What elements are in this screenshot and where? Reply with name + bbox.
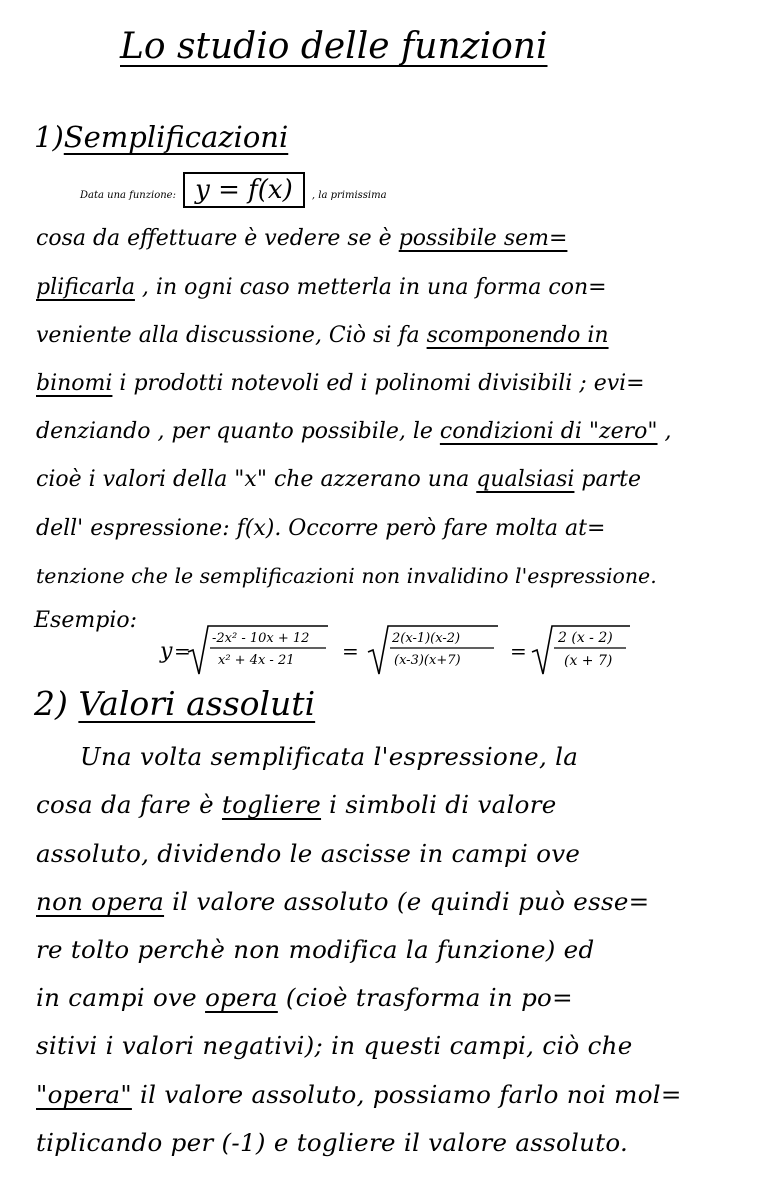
s2-line-2 xyxy=(36,790,736,819)
formula-eq-2: = xyxy=(510,639,527,663)
section-1-number: 1) xyxy=(34,120,64,154)
s1-line-5 xyxy=(36,371,736,396)
s1-line-3-post: , in ogni caso metterla in una forma con= xyxy=(134,275,607,300)
section-2-number: 2) xyxy=(34,684,68,723)
section-1-title: Semplificazioni xyxy=(63,120,289,154)
s2-line-2-underlined: togliere xyxy=(221,790,322,819)
s2-line-1-pre: Una volta semplificata l'espressione, la xyxy=(80,742,579,771)
s1-line-3 xyxy=(36,275,736,300)
formula-eq-0: = xyxy=(174,639,191,663)
s1-line-2 xyxy=(36,226,736,251)
s1-line-7 xyxy=(36,467,736,492)
section-1-heading xyxy=(34,120,288,154)
s2-line-2-pre: cosa da fare è xyxy=(36,790,222,819)
s1-line-4 xyxy=(36,323,736,348)
formula-svg xyxy=(160,618,640,682)
s2-line-6-post: (cioè trasforma in po= xyxy=(277,983,573,1012)
s2-line-9-pre: tiplicando per (-1) e togliere il valore assoluto. xyxy=(36,1128,629,1157)
s1-line-6 xyxy=(36,419,736,444)
s2-line-5-pre: re tolto perchè non modifica la funzione) ed xyxy=(36,935,595,964)
s2-line-8 xyxy=(36,1080,736,1109)
s1-line-1-post: , la primissima xyxy=(308,190,387,201)
section-2-title: Valori assoluti xyxy=(78,684,316,723)
formula-f3-den: (x + 7) xyxy=(564,653,613,669)
s2-line-3-pre: assoluto, dividendo le ascisse in campi ove xyxy=(36,839,581,868)
s2-line-1 xyxy=(80,742,740,771)
s2-line-6-pre: in campi ove xyxy=(36,983,206,1012)
s1-line-8-pre: dell' espressione: f(x). Occorre però fare molta at= xyxy=(36,516,606,541)
formula-f1-den: x² + 4x - 21 xyxy=(218,653,295,668)
formula-y: y xyxy=(160,639,173,664)
example-label: Esempio: xyxy=(34,608,138,633)
s2-line-8-underlined: "opera" xyxy=(36,1080,132,1109)
s2-line-8-post: il valore assoluto, possiamo farlo noi mol= xyxy=(131,1080,682,1109)
s2-line-9 xyxy=(36,1128,736,1157)
page-title: Lo studio delle funzioni xyxy=(120,26,548,67)
s1-line-2-underlined: possibile sem= xyxy=(398,226,568,251)
s2-line-2-post: i simboli di valore xyxy=(321,790,557,819)
s2-line-3 xyxy=(36,839,736,868)
s1-line-4-underlined: scomponendo in xyxy=(426,323,609,348)
formula-f2-num: 2(x-1)(x-2) xyxy=(392,631,461,646)
s1-line-4-pre: veniente alla discussione, Ciò si fa xyxy=(36,323,427,348)
s2-line-6-underlined: opera xyxy=(205,983,278,1012)
formula-eq-1: = xyxy=(342,639,359,663)
formula-f1-num: -2x² - 10x + 12 xyxy=(212,631,310,646)
s2-line-4-underlined: non opera xyxy=(36,887,165,916)
s1-line-9-pre: tenzione che le semplificazioni non invalidino l'espressione. xyxy=(36,564,657,588)
example-formula xyxy=(160,618,640,682)
s1-line-6-post: , xyxy=(657,419,672,444)
section-2-heading xyxy=(34,684,315,723)
s2-line-6 xyxy=(36,983,736,1012)
s1-line-1-pre: Data una funzione: xyxy=(80,190,180,201)
s1-line-8 xyxy=(36,516,736,541)
function-box: y = f(x) xyxy=(183,172,305,208)
s1-line-1 xyxy=(80,172,766,208)
s1-line-7-underlined: qualsiasi xyxy=(476,467,575,492)
s1-line-6-underlined: condizioni di "zero" xyxy=(439,419,658,444)
s2-line-7 xyxy=(36,1031,736,1060)
s1-line-5-underlined: binomi xyxy=(36,371,113,396)
formula-f3-num: 2 (x - 2) xyxy=(558,630,613,646)
s1-line-5-post: i prodotti notevoli ed i polinomi divisibili ; evi= xyxy=(112,371,645,396)
s2-line-7-pre: sitivi i valori negativi); in questi campi, ciò che xyxy=(36,1031,633,1060)
s1-line-2-pre: cosa da effettuare è vedere se è xyxy=(36,226,399,251)
s2-line-4 xyxy=(36,887,736,916)
s2-line-4-post: il valore assoluto (e quindi può esse= xyxy=(164,887,650,916)
s1-line-9 xyxy=(36,564,736,588)
s1-line-7-post: parte xyxy=(574,467,642,492)
s2-line-5 xyxy=(36,935,736,964)
s1-line-7-pre: cioè i valori della "x" che azzerano una xyxy=(36,467,477,492)
s1-line-3-underlined: plificarla xyxy=(36,275,135,300)
formula-f2-den: (x-3)(x+7) xyxy=(394,653,461,668)
s1-line-6-pre: denziando , per quanto possibile, le xyxy=(36,419,440,444)
